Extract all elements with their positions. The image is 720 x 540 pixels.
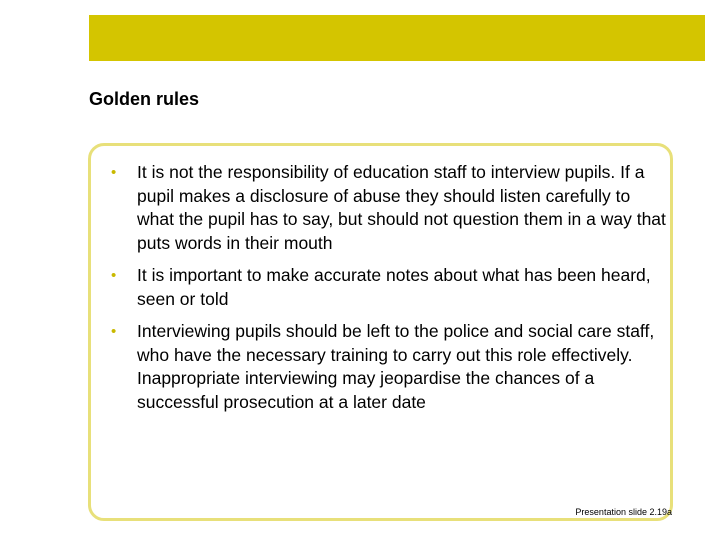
header-accent-bar (89, 15, 705, 61)
bullet-item (111, 320, 671, 414)
bullet-text: Interviewing pupils should be left to the police and social care staff, who have the necessary training to carry out this role effectively. Inappropriate interviewing may jeopardise the chances of a successful prosecution at a later date (137, 321, 655, 412)
bullet-icon: • (111, 164, 117, 181)
bullet-item (111, 264, 671, 311)
bullet-text: It is not the responsibility of education staff to interview pupils. If a pupil makes a disclosure of abuse they should listen carefully to what the pupil has to say, but should not question them in a way that puts words in their mouth (137, 162, 666, 253)
bullet-icon: • (111, 267, 117, 284)
slide-number: Presentation slide 2.19a (575, 507, 672, 517)
slide-title: Golden rules (89, 89, 200, 109)
bullet-item (111, 161, 671, 255)
bullet-icon: • (111, 323, 117, 340)
bullet-list (111, 161, 671, 423)
bullet-text: It is important to make accurate notes about what has been heard, seen or told (137, 265, 651, 309)
